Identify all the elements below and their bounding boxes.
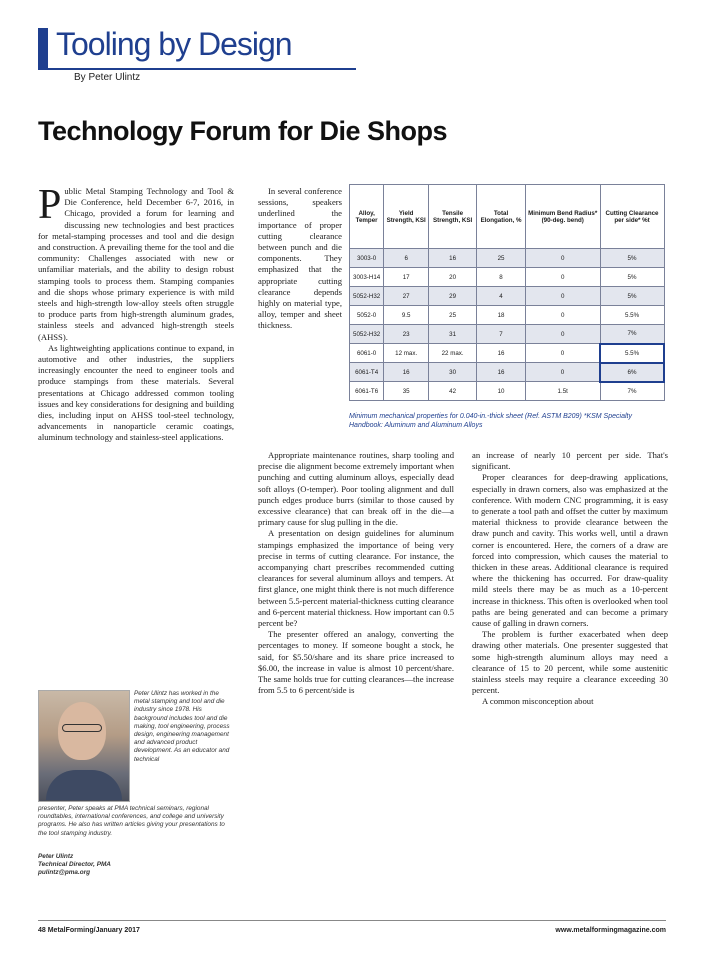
table-header: Minimum Bend Radius* (90-deg. bend) <box>525 185 600 249</box>
paragraph-1 <box>38 182 234 343</box>
table-cell: 5.5% <box>600 306 664 325</box>
paragraph-2: As lightweighting applications continue to expand, in automotive and other industries, the suppliers increasingly encounter the need to engineer tools and produce stampings from these materials. Several presentations at Chicago addressed common tooling issues and key considerations for designing and building dies, including input on AHSS tool-steel technology, advancements in nanoparticle ceramic coatings, aluminum technology and stainless-steel applications. <box>38 342 234 443</box>
table-cell: 1.5t <box>525 382 600 401</box>
section-accent-bar <box>38 28 48 68</box>
table-cell: 5% <box>600 287 664 306</box>
table-cell: 7% <box>600 382 664 401</box>
table-row <box>350 268 665 287</box>
paragraph: Appropriate maintenance routines, sharp tooling and precise die alignment become extremely important when punching and cutting aluminum alloys, especially dead soft alloys (O-temper). Poor tooling alignment and dull punch edges produce burrs (similar to those caused by excessive clearance) that can break off in the die—a primary cause for slug pulling in the die. <box>258 450 454 528</box>
author-bio-text-continued: presenter, Peter speaks at PMA technical seminars, regional roundtables, international conferences, and college and university programs. He also has written articles giving your presentations to the tool stamping industry. <box>38 805 225 837</box>
table-cell: 0 <box>525 344 600 363</box>
column-3 <box>472 450 668 708</box>
author-bio-text: Peter Ulintz has worked in the metal stamping and tool and die industry since 1978. His background includes tool and die making, tool engineering, process design, engineering management and advanced product development. As an educator and technical <box>134 690 230 763</box>
table-row <box>350 325 665 344</box>
table-cell: 10 <box>477 382 526 401</box>
aluminum-properties-table <box>349 184 665 401</box>
paragraph: A presentation on design guidelines for aluminum stampings emphasized the importance of being very precise in terms of cutting clearance. For instance, the accompanying chart prescribes recommended cutting clearances for several aluminum alloys and tempers. At first glance, one might think there is not much difference between 5.5-percent material-thickness cutting clearance and 6-percent material thickness. How important can 0.5 percent be? <box>258 528 454 629</box>
table-cell: 3003-H14 <box>350 268 384 287</box>
drop-cap: P <box>38 182 62 228</box>
table-cell: 29 <box>429 287 477 306</box>
table-cell: 7% <box>600 325 664 344</box>
author-credit <box>38 853 111 878</box>
paragraph: A common misconception about <box>482 696 594 707</box>
table-cell: 31 <box>429 325 477 344</box>
article-title: Technology Forum for Die Shops <box>38 116 448 146</box>
author-name: Peter Ulintz <box>38 853 74 860</box>
table-header-row <box>350 185 665 249</box>
table-cell: 16 <box>477 344 526 363</box>
table-header: Yield Strength, KSI <box>384 185 429 249</box>
table-cell: 6061-0 <box>350 344 384 363</box>
paragraph: The presenter offered an analogy, converting the percentages to money. If someone bought a stock, he said, for $5.50/share and its share price increased to $6.00, the increase in value is almost 10 percent/share. The same holds true for cutting clearances—the increase from 5.5 to 6 percent/side is <box>258 629 454 696</box>
table-cell: 16 <box>477 363 526 382</box>
table-cell: 0 <box>525 306 600 325</box>
paragraph: The problem is further exacerbated when deep drawing other materials. One presenter suggested that some high-strength aluminum alloys may need a clearance of 15 to 20 percent, while some austenitic stainless steels may require a clearance exceeding 30 percent. <box>472 629 668 696</box>
table-cell: 42 <box>429 382 477 401</box>
table-header: Total Elongation, % <box>477 185 526 249</box>
table-cell: 5052-H32 <box>350 287 384 306</box>
table-cell: 0 <box>525 325 600 344</box>
table-cell: 30 <box>429 363 477 382</box>
table-cell: 3003-0 <box>350 249 384 268</box>
paragraph-clearance-intro: In several conference sessions, speakers underlined the importance of proper cutting clearance between punch and die components. They emphasized that the appropriate cutting clearance depends highly on material type, alloy, temper and sheet thickness. <box>258 186 342 331</box>
table-header: Tensile Strength, KSI <box>429 185 477 249</box>
table-cell: 4 <box>477 287 526 306</box>
column-1 <box>38 182 234 444</box>
table-cell: 6061-T4 <box>350 363 384 382</box>
table-cell: 22 max. <box>429 344 477 363</box>
table-row <box>350 287 665 306</box>
paragraph: Proper clearances for deep-drawing applications, especially in drawn corners, also was emphasized at the conference. With modern CNC programming, it is easy to generate a tool path and offset the cutter by maximum material thickness to provide clearance between the draw punch and cavity. This works well, until a drawn corner is encountered. Here, the corners of a draw are forced into compression, which causes the material to thicken in these areas. Additional clearance is required where the thickening has occurred. For draw-quality mild steels there may be as much as a 10-percent increase in thickness. This often is overlooked when tool paths are being generated and can become a primary cause of galling in drawn corners. <box>472 472 668 629</box>
table-cell: 7 <box>477 325 526 344</box>
table-row <box>350 306 665 325</box>
section-title: Tooling by Design <box>56 26 292 62</box>
table-cell-highlighted: 6% <box>600 363 664 382</box>
footer-page-info: 48 MetalForming/January 2017 <box>38 927 140 934</box>
author-photo-glasses <box>62 724 102 732</box>
table-cell: 6 <box>384 249 429 268</box>
table-cell: 5052-0 <box>350 306 384 325</box>
table-cell: 25 <box>477 249 526 268</box>
column-2 <box>258 450 454 696</box>
table-cell: 27 <box>384 287 429 306</box>
table-row <box>350 249 665 268</box>
table-cell: 25 <box>429 306 477 325</box>
table-cell: 20 <box>429 268 477 287</box>
table-cell: 8 <box>477 268 526 287</box>
author-email: pulintz@pma.org <box>38 869 91 877</box>
table-cell: 23 <box>384 325 429 344</box>
table-cell: 16 <box>384 363 429 382</box>
table-cell: 9.5 <box>384 306 429 325</box>
table-cell: 0 <box>525 268 600 287</box>
table-header: Cutting Clearance per side* %t <box>600 185 664 249</box>
paragraph-1-text: ublic Metal Stamping Technology and Tool & Die Conference, held December 6-7, 2016, in Chicago, provided a forum for learning and discussing new technologies and best practices for metal-stamping processes and tool and die design and construction. A prevailing theme for the tool and die community: Challenges associated with new or unfamiliar materials, and the ability to design robust stamping tools to process them. Stamping companies and die shops whose primary experience is with mild steels and high-strength low-alloy steels often struggle to produce parts from high-strength aluminum grades, stainless steels and advanced high-strength steels (AHSS). <box>38 186 234 342</box>
table-cell: 0 <box>525 249 600 268</box>
table-cell: 35 <box>384 382 429 401</box>
table-cell: 16 <box>429 249 477 268</box>
table-row <box>350 382 665 401</box>
table-header: Alloy, Temper <box>350 185 384 249</box>
table-row <box>350 344 665 363</box>
footer-rule <box>38 920 666 921</box>
table-cell: 12 max. <box>384 344 429 363</box>
footer-website: www.metalformingmagazine.com <box>555 927 666 934</box>
table-cell-highlighted: 5.5% <box>600 344 664 363</box>
byline: By Peter Ulintz <box>74 72 141 83</box>
table-row <box>350 363 665 382</box>
section-rule <box>38 68 356 70</box>
table-cell: 18 <box>477 306 526 325</box>
table-caption: Minimum mechanical properties for 0.040-in.-thick sheet (Ref. ASTM B209) *KSM Specialty Handbook: Aluminum and Aluminum Alloys <box>349 413 632 429</box>
column-2-top <box>258 186 342 332</box>
table-cell: 5% <box>600 249 664 268</box>
table-cell: 6061-T6 <box>350 382 384 401</box>
author-title: Technical Director, PMA <box>38 861 111 869</box>
table-cell: 5% <box>600 268 664 287</box>
table-cell: 17 <box>384 268 429 287</box>
table-cell: 0 <box>525 287 600 306</box>
paragraph: an increase of nearly 10 percent per side. That's significant. <box>472 450 668 472</box>
table-cell: 0 <box>525 363 600 382</box>
table-cell: 5052-H32 <box>350 325 384 344</box>
